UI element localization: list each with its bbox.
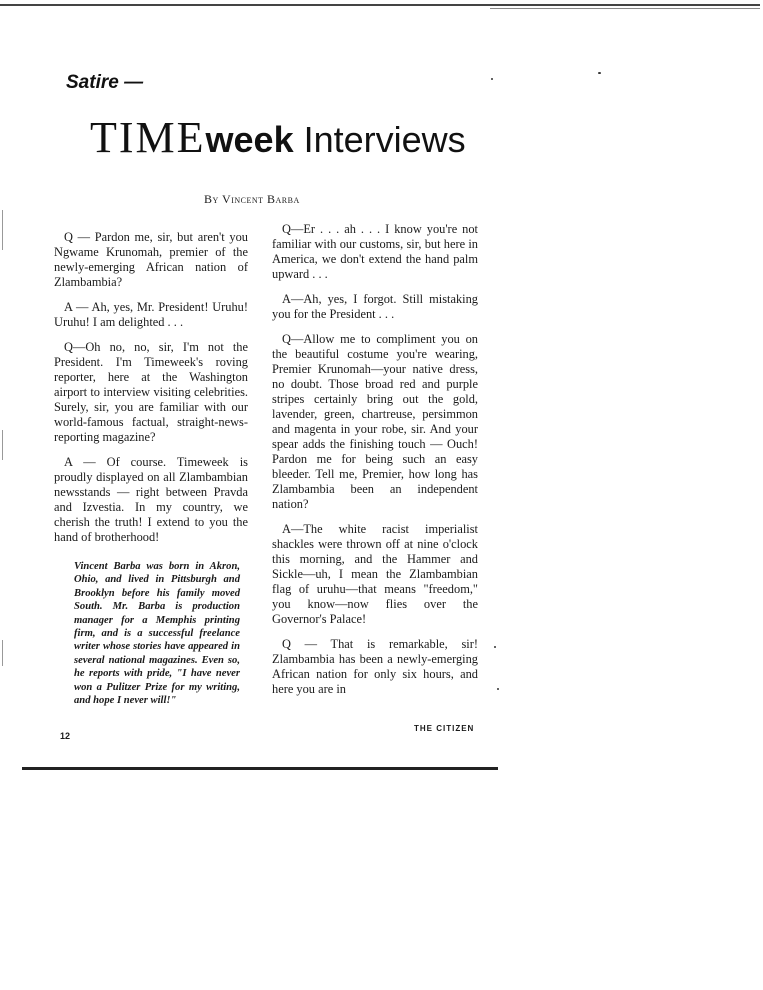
publication-name: THE CITIZEN (414, 724, 475, 733)
scan-speck (494, 646, 496, 648)
paragraph: A — Ah, yes, Mr. President! Uruhu! Uruhu! I am delighted . . . (54, 300, 248, 329)
scan-speck (491, 78, 493, 80)
top-border-rule (0, 4, 760, 6)
paragraph: A — Of course. Timeweek is proudly displayed on all Zlambambian newsstands — right between Pravda and Izvestia. In my country, we cherish the truth! I extend to you the hand of brotherhood! (54, 455, 248, 544)
title-interviews: Interviews (303, 119, 466, 160)
author-bio: Vincent Barba was born in Akron, Ohio, and lived in Pittsburgh and Brooklyn before his family moved South. Mr. Barba is production manager for a Memphis printing firm, and is a successful freelance writer whose stories have appeared in several national magazines. Even so, he reports with pride, "I have never won a Pulitzer Prize for my writing, and hope I never will!" (74, 561, 240, 707)
article-title (90, 112, 466, 163)
top-border-rule-secondary (490, 8, 760, 9)
section-label: Satire — (66, 72, 144, 93)
paragraph: Q — That is remarkable, sir! Zlambambia has been a newly-emerging African nation for only six hours, and here you are in (272, 637, 478, 696)
byline-author: Vincent Barba (222, 192, 300, 206)
page-number: 12 (60, 731, 71, 741)
scan-speck (598, 72, 601, 74)
right-column (272, 222, 478, 707)
scan-speck (497, 688, 499, 690)
paragraph: A—The white racist imperialist shackles were thrown off at nine o'clock this morning, and the Hammer and Sickle—uh, I mean the Zlambambian flag of uruhu—that means "freedom," you know—now flies over the Governor's Palace! (272, 522, 478, 626)
title-week: week (205, 119, 294, 160)
paragraph: Q—Er . . . ah . . . I know you're not familiar with our customs, sir, but here in America, we don't extend the hand palm upward . . . (272, 222, 478, 281)
byline (204, 192, 300, 207)
paragraph: Q—Oh no, no, sir, I'm not the President. I'm Timeweek's roving reporter, here at the Washington airport to interview visiting celebrities. Surely, sir, you are familiar with our world-famous factual, straight-news-reporting magazine? (54, 340, 248, 444)
scan-edge-mark (2, 210, 3, 250)
paragraph: Q—Allow me to compliment you on the beautiful costume you're wearing, Premier Krunomah—your native dress, no doubt. Those broad red and purple stripes certainly bring out the gold, lavender, green, chartreuse, persimmon and magenta in your robe, sir. And your spear adds the finishing touch — Ouch! Pardon me for being such an easy bleeder. Tell me, Premier, how long has Zlambambia been an independent nation? (272, 332, 478, 511)
byline-prefix: By (204, 192, 219, 206)
scan-edge-mark (2, 640, 3, 666)
title-time: TIME (90, 113, 206, 162)
bottom-border-rule (22, 767, 498, 770)
scan-edge-mark (2, 430, 3, 460)
left-column (54, 230, 248, 555)
paragraph: Q — Pardon me, sir, but aren't you Ngwame Krunomah, premier of the newly-emerging African nation of Zlambambia? (54, 230, 248, 289)
paragraph: A—Ah, yes, I forgot. Still mistaking you for the President . . . (272, 292, 478, 321)
